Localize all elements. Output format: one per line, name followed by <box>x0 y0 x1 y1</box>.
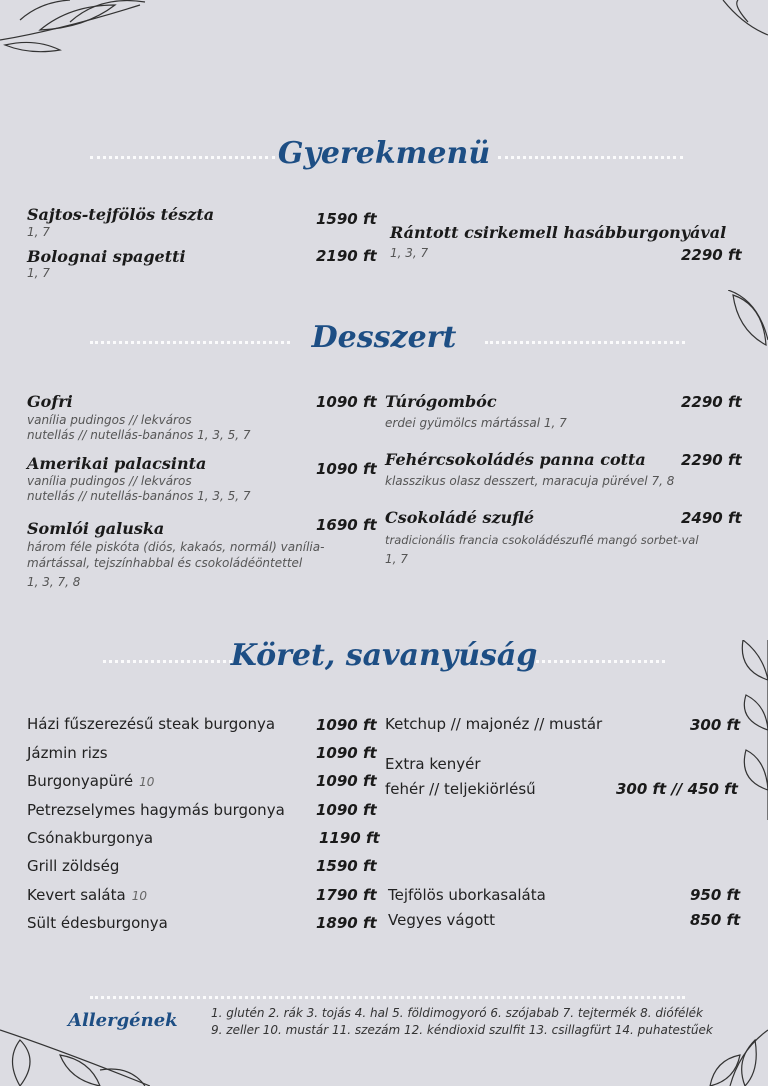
side-item-price: 1790 ft <box>316 886 377 904</box>
sauces-price: 300 ft <box>690 716 741 734</box>
side-item-name: Burgonyapüré 10 <box>27 772 155 790</box>
dessert-item-allergens: 1, 7 <box>385 552 408 566</box>
kids-item-name: Sajtos-tejfölös tészta <box>27 205 215 224</box>
side-item-name: Grill zöldség <box>27 857 120 875</box>
dessert-item-desc: nutellás // nutellás-banános 1, 3, 5, 7 <box>27 428 251 442</box>
dessert-item-desc: vanília pudingos // lekváros <box>27 413 192 427</box>
side-item-name: Csónakburgonya <box>27 829 154 847</box>
side-item-price: 1090 ft <box>316 801 377 819</box>
dessert-item-desc: mártással, tejszínhabbal és csokoládéöntettel <box>27 556 303 570</box>
bread-name: Extra kenyér <box>385 755 481 773</box>
dessert-item-price: 2290 ft <box>681 393 742 411</box>
side-item-name: Sült édesburgonya <box>27 914 168 932</box>
dessert-item-name: Fehércsokoládés panna cotta <box>385 450 646 469</box>
dessert-item-price: 1090 ft <box>316 460 377 478</box>
allergens-title: Allergének <box>68 1010 178 1031</box>
dessert-item-desc: erdei gyümölcs mártással 1, 7 <box>385 416 567 430</box>
kids-item-price: 2190 ft <box>316 247 377 265</box>
allergens-line: 9. zeller 10. mustár 11. szezám 12. kéndioxid szulfit 13. csillagfürt 14. puhatestűek <box>211 1023 713 1037</box>
leaf-branch-icon <box>718 0 768 40</box>
pickle-item-price: 950 ft <box>690 886 741 904</box>
sauces-name: Ketchup // majonéz // mustár <box>385 715 603 733</box>
dessert-item-name: Somlói galuska <box>27 519 165 538</box>
leaf-branch-icon <box>0 0 150 70</box>
side-item-price: 1590 ft <box>316 857 377 875</box>
side-item-price: 1890 ft <box>316 914 377 932</box>
divider-dots <box>90 996 685 999</box>
dessert-item-price: 2490 ft <box>681 509 742 527</box>
pickle-item-name: Tejfölös uborkasaláta <box>388 886 546 904</box>
side-item-name: Petrezselymes hagymás burgonya <box>27 801 285 819</box>
kids-item-name: Rántott csirkemell hasábburgonyával <box>390 223 727 242</box>
dessert-item-desc: három féle piskóta (diós, kakaós, normál) vanília- <box>27 540 325 554</box>
allergens-line: 1. glutén 2. rák 3. tojás 4. hal 5. földimogyoró 6. szójabab 7. tejtermék 8. diófélék <box>211 1006 703 1020</box>
kids-item-allergens: 1, 7 <box>27 266 50 280</box>
dessert-item-name: Túrógombóc <box>385 392 497 411</box>
kids-item-price: 1590 ft <box>316 210 377 228</box>
side-item-price: 1090 ft <box>316 744 377 762</box>
dessert-item-desc: tradicionális francia csokoládészuflé mangó sorbet-val <box>385 533 699 547</box>
side-item-name: Házi fűszerezésű steak burgonya <box>27 715 276 733</box>
dessert-item-name: Csokoládé szuflé <box>385 508 535 527</box>
side-item-price: 1190 ft <box>319 829 380 847</box>
side-item-name: Kevert saláta 10 <box>27 886 147 904</box>
side-item-price: 1090 ft <box>316 772 377 790</box>
section-title-dessert: Desszert <box>311 320 457 355</box>
dessert-item-desc: vanília pudingos // lekváros <box>27 474 192 488</box>
side-item-name: Jázmin rizs <box>27 744 108 762</box>
dessert-item-desc: klasszikus olasz desszert, maracuja pürével 7, 8 <box>385 474 675 488</box>
bread-price: 300 ft // 450 ft <box>616 780 738 798</box>
dessert-item-name: Gofri <box>27 392 73 411</box>
dessert-item-price: 1090 ft <box>316 393 377 411</box>
dessert-item-name: Amerikai palacsinta <box>27 454 207 473</box>
kids-item-allergens: 1, 7 <box>27 225 50 239</box>
kids-item-allergens: 1, 3, 7 <box>390 246 429 260</box>
dessert-item-price: 2290 ft <box>681 451 742 469</box>
section-title-sides: Köret, savanyúság <box>230 638 538 673</box>
kids-item-price: 2290 ft <box>681 246 742 264</box>
side-item-allergens: 10 <box>131 889 147 903</box>
kids-item-name: Bolognai spagetti <box>27 247 186 266</box>
dessert-item-price: 1690 ft <box>316 516 377 534</box>
side-item-allergens: 10 <box>139 775 155 789</box>
bread-variants: fehér // teljekiörlésű <box>385 780 536 798</box>
pickle-item-name: Vegyes vágott <box>388 911 496 929</box>
section-title-kids: Gyerekmenü <box>277 136 491 171</box>
dessert-item-allergens: 1, 3, 7, 8 <box>27 575 81 589</box>
side-item-price: 1090 ft <box>316 716 377 734</box>
dessert-item-desc: nutellás // nutellás-banános 1, 3, 5, 7 <box>27 489 251 503</box>
pickle-item-price: 850 ft <box>690 911 741 929</box>
